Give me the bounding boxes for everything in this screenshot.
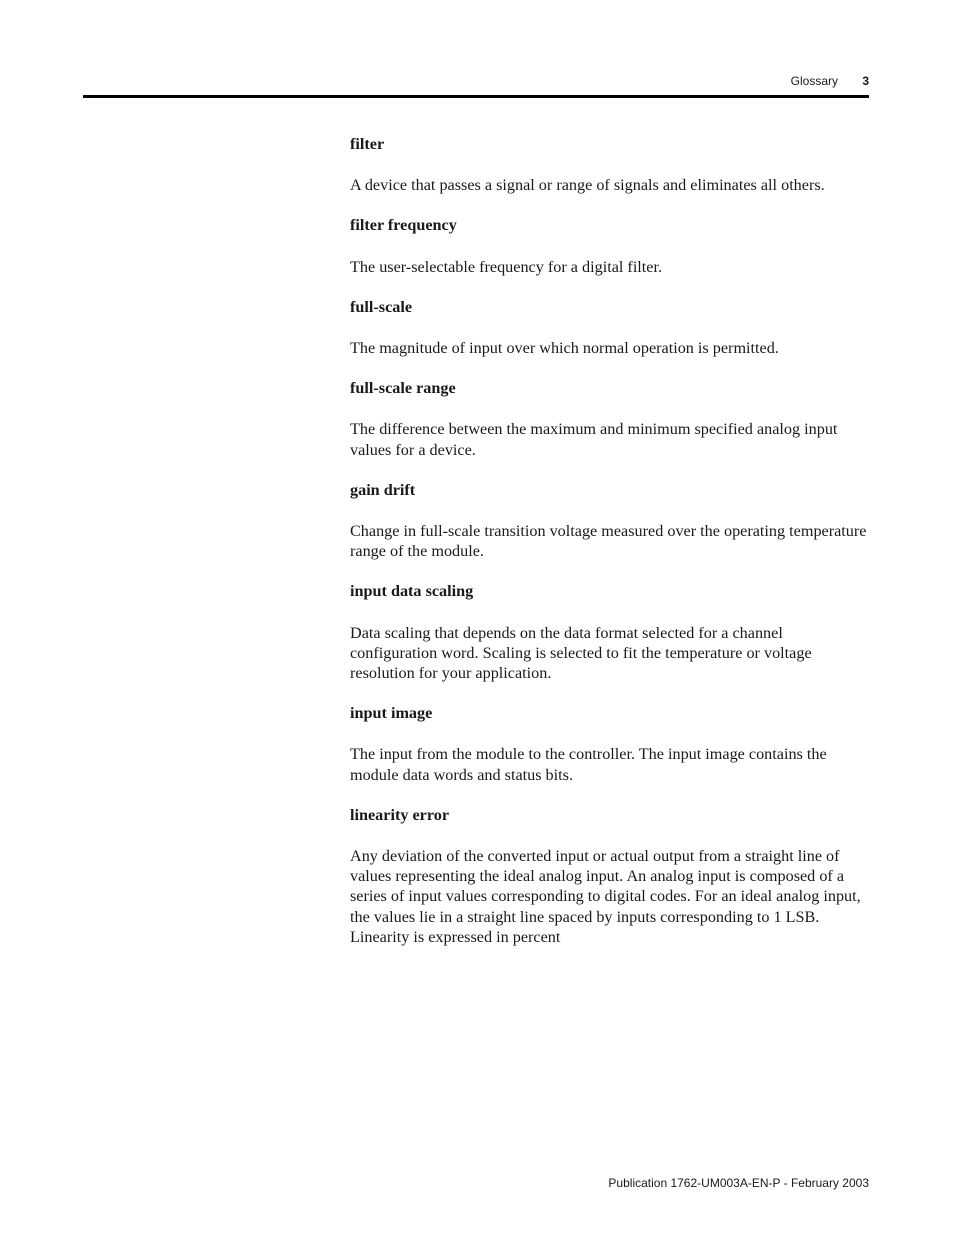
glossary-definition: Change in full-scale transition voltage measured over the operating temperature range of the module. [350,522,867,561]
page-header [0,72,869,92]
glossary-definition: The difference between the maximum and minimum specified analog input values for a device. [350,420,838,459]
glossary-definition: Data scaling that depends on the data format selected for a channel configuration word. Scaling is selected to fit the temperature or voltage resolution for your application. [350,623,812,683]
glossary-definition: A device that passes a signal or range of signals and eliminates all others. [350,176,825,195]
glossary-entry-filter-frequency [350,215,870,276]
glossary-definition: The magnitude of input over which normal operation is permitted. [350,339,779,358]
glossary-entry-gain-drift [350,480,870,562]
glossary-definition: The user-selectable frequency for a digital filter. [350,257,663,276]
glossary-term: linearity error [350,805,450,824]
glossary-term: full-scale [350,297,413,316]
glossary-definition: The input from the module to the controller. The input image contains the module data words and status bits. [350,745,827,784]
glossary-entry-input-data-scaling [350,581,870,683]
glossary-term: gain drift [350,480,416,499]
glossary-term: filter [350,135,385,153]
glossary-entry-full-scale [350,297,870,358]
glossary-term: input image [350,704,433,723]
glossary-entry-full-scale-range [350,378,870,460]
glossary-content [350,134,870,967]
glossary-term: input data scaling [350,582,474,601]
glossary-term: filter frequency [350,216,457,235]
glossary-entry-filter [350,134,870,195]
glossary-entry-linearity-error [350,805,870,947]
page-number: 3 [862,74,869,88]
glossary-entry-input-image [350,703,870,785]
glossary-term: full-scale range [350,379,456,398]
header-rule [83,95,869,98]
section-title: Glossary [790,74,838,88]
publication-footer: Publication 1762-UM003A-EN-P - February 2003 [608,1176,869,1190]
glossary-definition: Any deviation of the converted input or actual output from a straight line of values representing the ideal analog input. An analog input is composed of a series of input values corresponding to digital codes. For an ideal analog input, the values lie in a straight line spaced by inputs corresponding to 1 LSB. Linearity is expressed in percent [350,847,861,946]
